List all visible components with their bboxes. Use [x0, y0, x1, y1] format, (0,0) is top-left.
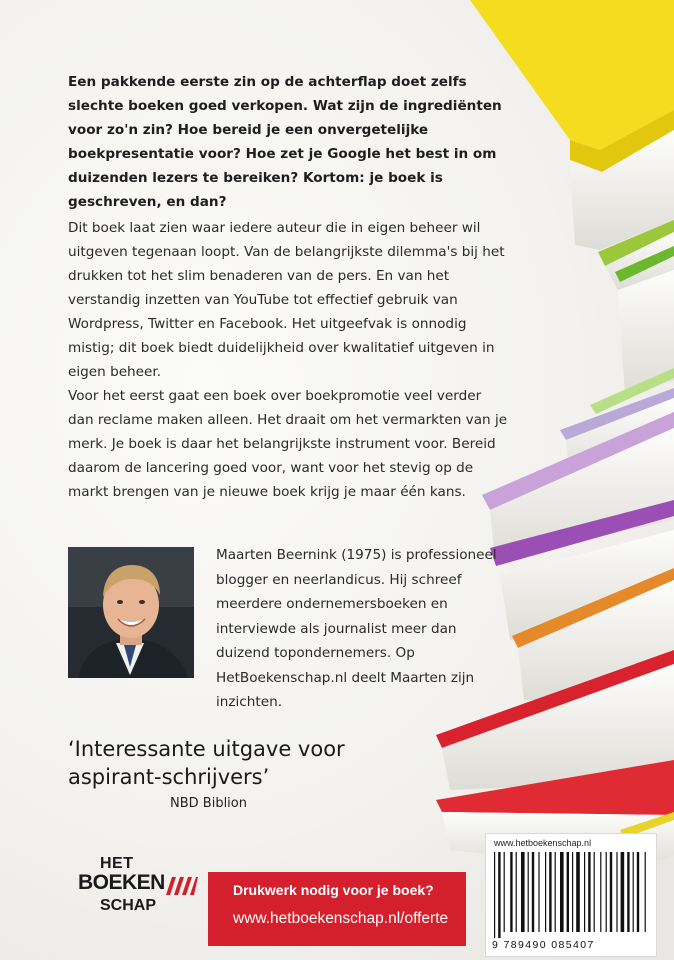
logo-line-3: SCHAP — [100, 897, 157, 914]
barcode-bar — [545, 852, 546, 932]
isbn-barcode — [485, 833, 657, 957]
isbn-digits: 9 789490 085407 — [492, 939, 595, 951]
author-photo — [68, 547, 194, 678]
body-paragraph-2: Dit boek laat zien waar iedere auteur die in eigen beheer wil uitgeven tegenaan loopt. Van de belangrijkste dilemma's bij het drukken tot het slim benaderen van de pers. En van het verstandig inzetten van YouTube tot effectief gebruik van Wordpress, Twitter en Facebook. Het uitgeefvak is onnodig mistig; dit boek biedt duidelijkheid over kwalitatief uitgeven in eigen beheer. — [68, 220, 505, 380]
intro-paragraph: Een pakkende eerste zin op de achterflap doet zelfs slechte boeken goed verkopen. Wat zijn de ingrediënten voor zo'n zin? Hoe bereid je een onvergetelijke boekpresentatie voor? Hoe zet je Google het best in om duizenden lezers te bereiken? Kortom: je boek is geschreven, en dan? — [68, 74, 502, 210]
barcode-bar — [510, 852, 512, 932]
barcode-bar — [538, 852, 539, 932]
barcode-bar — [576, 852, 580, 932]
barcode-website: www.hetboekenschap.nl — [494, 838, 592, 848]
barcode-bar — [600, 852, 601, 932]
barcode-bar — [637, 852, 639, 932]
barcode-bar — [594, 852, 595, 932]
barcode-bar — [621, 852, 625, 932]
banner-url[interactable]: www.hetboekenschap.nl/offerte — [233, 910, 449, 927]
quote-source: NBD Biblion — [170, 796, 247, 811]
barcode-bar — [616, 852, 617, 932]
barcode-bar — [498, 852, 500, 938]
barcode-bar — [504, 852, 505, 932]
barcode-bar — [588, 852, 590, 932]
banner-title: Drukwerk nodig voor je boek? — [233, 882, 434, 898]
barcode-bar — [627, 852, 629, 932]
barcode-bar — [645, 852, 646, 932]
logo-bars-icon — [164, 877, 198, 895]
barcode-bar — [606, 852, 607, 932]
barcode-bar — [555, 852, 556, 932]
publisher-logo — [78, 855, 198, 925]
barcode-bar — [516, 852, 517, 932]
barcode-bar — [584, 852, 585, 932]
author-bio: Maarten Beernink (1975) is professioneel blogger en neerlandicus. Hij schreef meerdere ondernemersboeken en interviewde als journalist meer dan duizend topondernemers. Op HetBoekenschap.nl deelt Maarten zijn inzichten. — [216, 547, 497, 710]
body-paragraph-3: Voor het eerst gaat een boek over boekpromotie veel verder dan reclame maken alleen. Het draait om het vermarkten van je merk. Je boek is daar het belangrijkste instrument voor. Bereid daarom de lancering goed voor, want voor het stevig op de markt brengen van je nieuwe boek krijg je maar één kans. — [68, 388, 508, 500]
barcode-bar — [528, 852, 529, 932]
barcode-bar — [567, 852, 569, 932]
barcode-bar — [610, 852, 612, 932]
barcode-bar — [494, 852, 495, 938]
barcode-bar — [572, 852, 573, 932]
barcode-bar — [521, 852, 525, 932]
logo-line-1: HET — [100, 855, 134, 872]
barcode-bar — [549, 852, 551, 932]
print-offer-banner[interactable] — [208, 872, 466, 946]
barcode-bar — [560, 852, 564, 932]
barcode-bars — [490, 852, 652, 938]
logo-line-2: BOEKEN — [78, 871, 165, 894]
barcode-bar — [532, 852, 534, 932]
barcode-bar — [633, 852, 634, 932]
review-quote: ‘Interessante uitgave voor aspirant-schrijvers’ — [68, 737, 345, 789]
